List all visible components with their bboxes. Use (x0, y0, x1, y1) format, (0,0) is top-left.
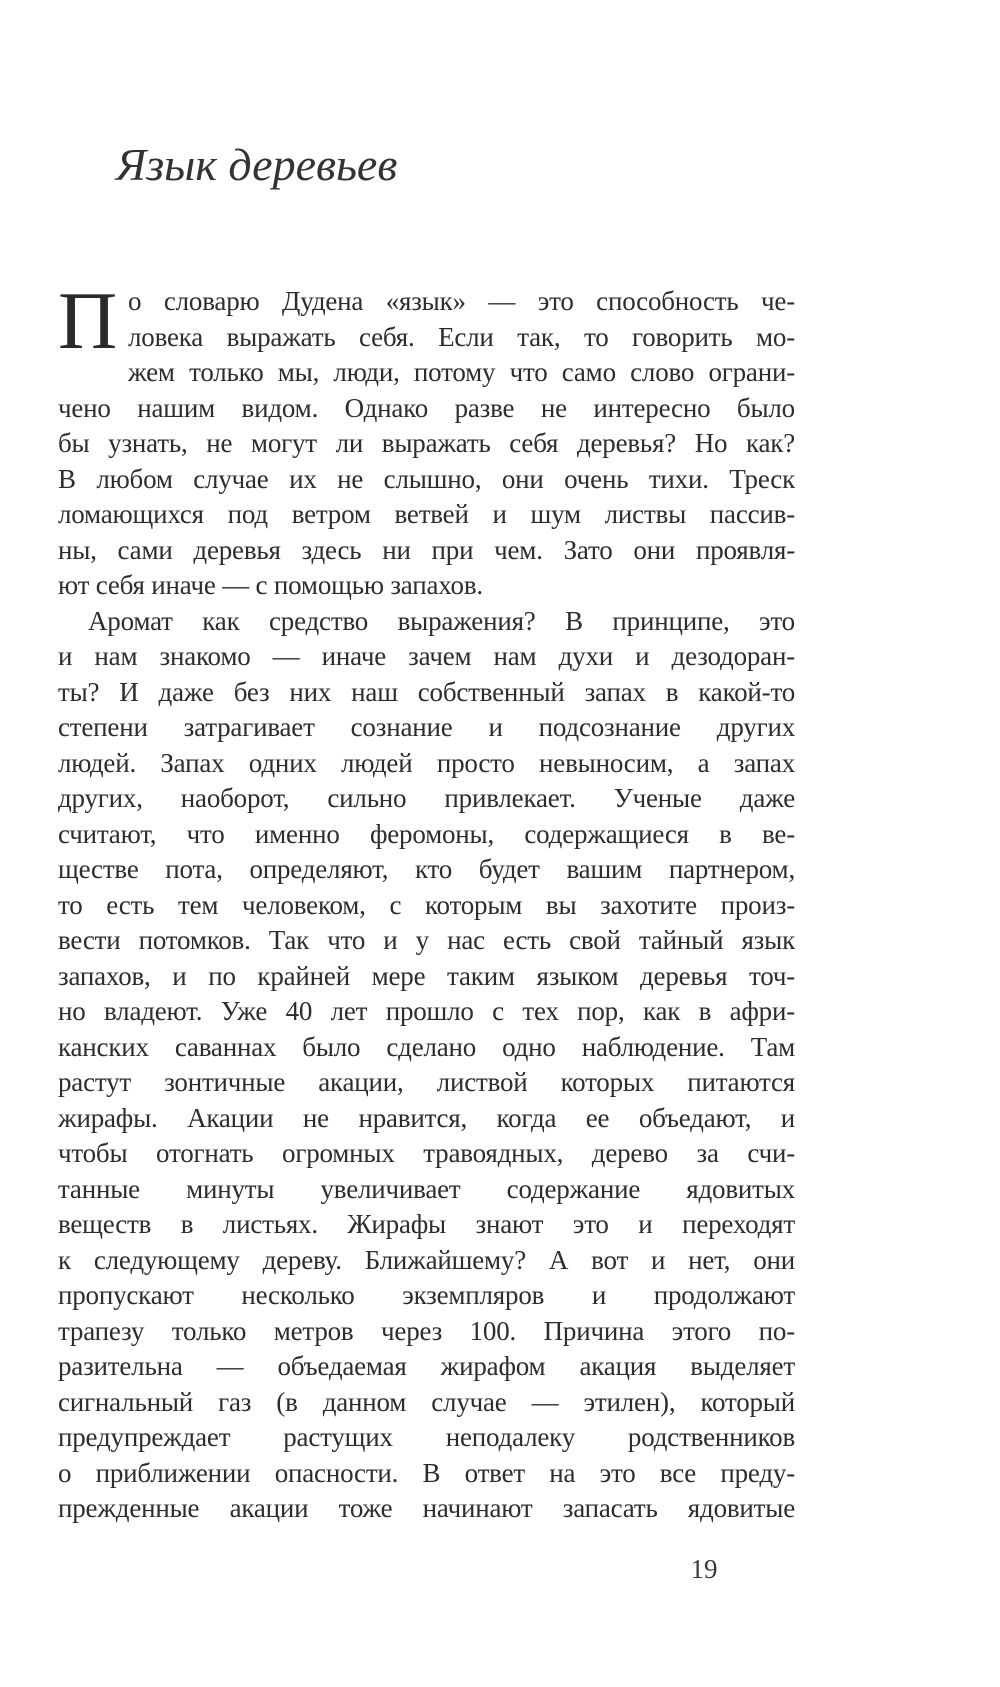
paragraph (58, 604, 795, 1527)
drop-cap: П (58, 275, 118, 366)
text-line: танные минуты увеличивает содержание ядовитых (58, 1173, 795, 1204)
text-line: о словарю Дудена «язык» — это способность че- (128, 286, 795, 316)
text-line: ты? И даже без них наш собственный запах в какой-то (58, 676, 795, 707)
text-line: запахов, и по крайней мере таким языком деревья точ- (58, 960, 795, 991)
text-line: о приближении опасности. В ответ на это все преду- (58, 1457, 795, 1488)
text-line: Аромат как средство выражения? В принципе, это (88, 605, 795, 636)
text-line: В любом случае их не слышно, они очень тихи. Треск (58, 463, 795, 494)
text-line: чено нашим видом. Однако разве не интересно было (58, 392, 795, 423)
paragraph (58, 275, 795, 604)
text-line: ществе пота, определяют, кто будет вашим партнером, (58, 854, 795, 884)
text-line: веществ в листьях. Жирафы знают это и переходят (58, 1209, 795, 1239)
text-line: ломающихся под ветром ветвей и шум листвы пассив- (58, 499, 795, 529)
text-line: то есть тем человеком, с которым вы захотите произ- (58, 889, 795, 920)
text-line: ют себя иначе — с помощью запахов. (58, 570, 483, 600)
page-number: 19 (690, 1554, 718, 1584)
text-line: растут зонтичные акации, листвой которых питаются (58, 1067, 795, 1097)
text-line: но владеют. Уже 40 лет прошло с тех пор, как в афри- (58, 996, 795, 1026)
text-line: ны, сами деревья здесь ни при чем. Зато они проявля- (58, 534, 795, 565)
text-line: канских саваннах было сделано одно наблюдение. Там (58, 1031, 795, 1062)
text-line: и нам знакомо — иначе зачем нам духи и дезодоран- (58, 641, 795, 671)
text-line: предупреждает растущих неподалеку родственников (58, 1422, 795, 1452)
text-line: прежденные акации тоже начинают запасать ядовитые (58, 1493, 795, 1523)
text-line: разительна — объедаемая жирафом акация выделяет (58, 1351, 795, 1381)
text-line: других, наоборот, сильно привлекает. Ученые даже (58, 783, 795, 813)
text-line: жирафы. Акации не нравится, когда ее объедают, и (58, 1102, 795, 1133)
text-line: трапезу только метров через 100. Причина этого по- (58, 1315, 795, 1346)
text-line: чтобы отогнать огромных травоядных, дерево за счи- (58, 1138, 795, 1168)
text-line: ловека выражать себя. Если так, то говорить мо- (128, 321, 795, 352)
text-line: жем только мы, люди, потому что само слово ограни- (128, 357, 795, 387)
text-block (58, 275, 795, 1527)
text-line: людей. Запах одних людей просто невыносим, а запах (58, 747, 795, 778)
text-line: степени затрагивает сознание и подсознание других (58, 712, 795, 742)
chapter-title: Язык деревьев (116, 139, 398, 190)
text-line: вести потомков. Так что и у нас есть свой тайный язык (58, 925, 795, 955)
text-line: к следующему дереву. Ближайшему? А вот и нет, они (58, 1244, 795, 1275)
text-line: сигнальный газ (в данном случае — этилен), который (58, 1386, 795, 1417)
text-line: бы узнать, не могут ли выражать себя деревья? Но как? (58, 428, 795, 458)
text-line: пропускают несколько экземпляров и продолжают (58, 1280, 795, 1310)
text-line: считают, что именно феромоны, содержащиеся в ве- (58, 818, 795, 849)
